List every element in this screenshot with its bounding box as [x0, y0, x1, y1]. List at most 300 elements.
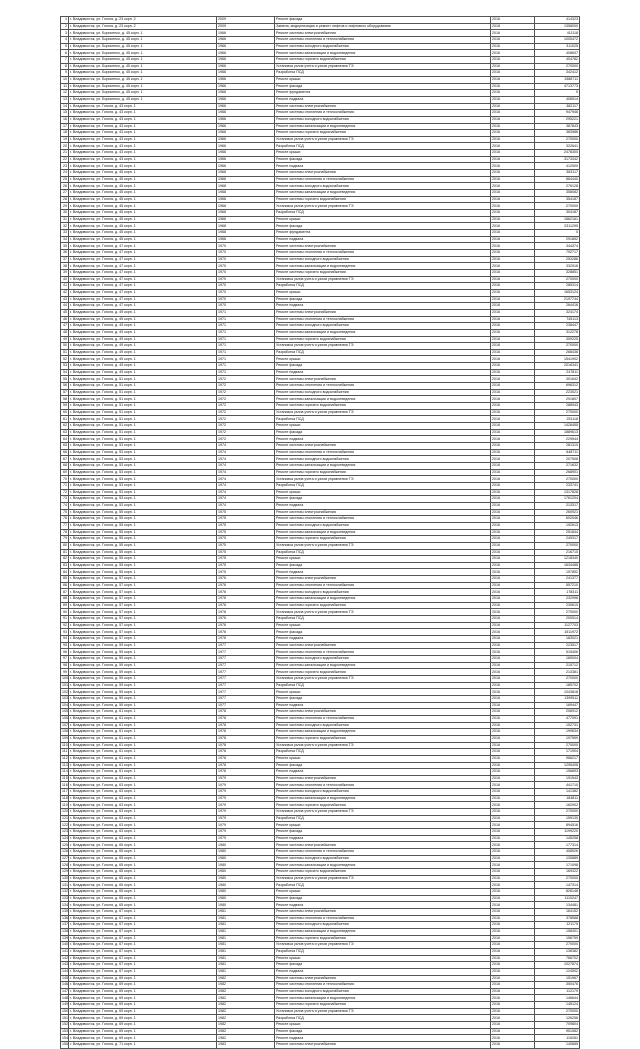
cell-plan-year: 2016 [491, 289, 535, 296]
table-row [61, 96, 580, 103]
cell-work-type: Ремонт системы горячего водоснабжения [275, 602, 491, 609]
cell-address: г. Владивосток, ул. Гоголя, д. 49 корп. 1 [69, 356, 217, 363]
table-row [61, 170, 580, 177]
cell-build-year: 1970 [217, 269, 275, 276]
cell-plan-year: 2016 [491, 296, 535, 303]
table-row [61, 329, 580, 336]
cell-cost: 404782 [535, 56, 580, 63]
cell-build-year: 1975 [217, 536, 275, 543]
cell-work-type: Ремонт фасада [275, 496, 491, 503]
cell-plan-year: 2016 [491, 749, 535, 756]
cell-build-year: 1971 [217, 309, 275, 316]
cell-row-number: 62 [61, 423, 69, 430]
cell-row-number: 37 [61, 256, 69, 263]
cell-build-year: 1982 [217, 1028, 275, 1035]
cell-cost: 151967 [535, 975, 580, 982]
cell-work-type: Ремонт подвала [275, 569, 491, 576]
cell-work-type: Ремонт системы холодного водоснабжения [275, 922, 491, 929]
table-row [61, 809, 580, 816]
cell-row-number: 138 [62, 929, 68, 934]
cell-plan-year: 2016 [491, 1022, 535, 1029]
cell-build-year: 1981 [217, 935, 275, 942]
table-row [61, 190, 580, 197]
cell-address: г. Владивосток, ул. Гоголя, д. 69 корп. 1 [69, 1002, 217, 1009]
cell-address: г. Владивосток, ул. Гоголя, д. 49 корп. 1 [69, 323, 217, 330]
cell-plan-year: 2016 [491, 210, 535, 217]
cell-build-year: 1971 [217, 343, 275, 350]
cell-address: г. Владивосток, ул. Гоголя, д. 67 корп. 1 [69, 915, 217, 922]
cell-cost: 1588711 [535, 76, 580, 83]
cell-build-year: 1978 [217, 735, 275, 742]
cell-plan-year: 2016 [491, 489, 535, 496]
cell-address: г. Владивосток, ул. Гоголя, д. 43 корп. 1 [69, 150, 217, 157]
table-row [61, 869, 580, 876]
cell-work-type: Ремонт фундамента [275, 230, 491, 237]
cell-row-number: 137 [62, 922, 68, 927]
cell-row-number: 72 [61, 489, 69, 496]
cell-work-type: Ремонт системы электроснабжения [275, 509, 491, 516]
cell-row-number: 63 [61, 429, 69, 436]
cell-address: г. Владивосток, ул. Гоголя, д. 43 корп. 1 [69, 116, 217, 123]
cell-work-type: Ремонт крыши [275, 888, 491, 895]
cell-address: г. Владивосток, ул. Гоголя, д. 43 корп. 1 [69, 110, 217, 117]
cell-work-type: Установка узлов учета и узлов управления ТЭ [275, 1008, 491, 1015]
table-row [61, 349, 580, 356]
table-row [61, 376, 580, 383]
cell-cost: 112179 [535, 988, 580, 995]
cell-row-number: 65 [61, 443, 69, 450]
cell-build-year: 1982 [217, 1015, 275, 1022]
cell-plan-year: 2016 [491, 263, 535, 270]
table-row [61, 769, 580, 776]
cell-address: г. Владивосток, ул. Гоголя, д. 49 корп. 1 [69, 336, 217, 343]
cell-work-type: Ремонт системы горячего водоснабжения [275, 56, 491, 63]
cell-cost: 238447 [535, 323, 580, 330]
cell-cost: 285314 [535, 283, 580, 290]
cell-build-year: 1966 [217, 136, 275, 143]
cell-cost: 249317 [535, 536, 580, 543]
cell-work-type: Ремонт системы отопления и теплоснабжения [275, 516, 491, 523]
cell-cost: 270000 [535, 609, 580, 616]
cell-plan-year: 2016 [491, 576, 535, 583]
cell-build-year: 1966 [217, 90, 275, 97]
table-row [61, 17, 580, 24]
cell-build-year: 1975 [217, 542, 275, 549]
cell-row-number: 98 [61, 662, 69, 669]
cell-address: г. Владивосток, ул. Гоголя, д. 59 корп. 1 [69, 675, 217, 682]
cell-plan-year: 2016 [491, 895, 535, 902]
cell-build-year: 1968 [217, 216, 275, 223]
cell-plan-year: 2016 [491, 90, 535, 97]
table-row [61, 303, 580, 310]
cell-address: г. Владивосток, ул. Гоголя, д. 51 корп. 1 [69, 376, 217, 383]
table-row [61, 90, 580, 97]
cell-plan-year: 2016 [491, 835, 535, 842]
cell-build-year: 1974 [217, 496, 275, 503]
cell-cost: 1317828 [535, 489, 580, 496]
cell-address: г. Владивосток, ул. Борисенко, д. 45 корп. 1 [69, 30, 217, 37]
cell-address: г. Владивосток, ул. Гоголя, д. 47 корп. 1 [69, 243, 217, 250]
cell-build-year: 1979 [217, 822, 275, 829]
cell-plan-year: 2016 [491, 96, 535, 103]
cell-address: г. Владивосток, ул. Гоголя, д. 57 корп. 1 [69, 589, 217, 596]
cell-cost: 363117 [535, 170, 580, 177]
cell-cost: 387843 [535, 123, 580, 130]
cell-work-type: Ремонт крыши [275, 755, 491, 762]
cell-row-number: 50 [61, 343, 69, 350]
cell-cost: 270000 [535, 742, 580, 749]
cell-cost: 206912 [535, 709, 580, 716]
cell-plan-year: 2016 [491, 1002, 535, 1009]
cell-address: г. Владивосток, ул. Гоголя, д. 65 корп. 1 [69, 855, 217, 862]
cell-build-year: 1976 [217, 596, 275, 603]
cell-build-year: 1978 [217, 709, 275, 716]
cell-build-year: 1968 [217, 223, 275, 230]
cell-build-year: 1977 [217, 656, 275, 663]
cell-plan-year: 2016 [491, 715, 535, 722]
cell-address: г. Владивосток, ул. Гоголя, д. 69 корп. 1 [69, 1022, 217, 1029]
cell-row-number: 102 [62, 689, 68, 694]
cell-cost: 291807 [535, 396, 580, 403]
cell-plan-year: 2016 [491, 63, 535, 70]
cell-build-year: 1981 [217, 928, 275, 935]
cell-address: г. Владивосток, ул. Гоголя, д. 49 корп. 1 [69, 329, 217, 336]
cell-work-type: Установка узлов учета и узлов управления ТЭ [275, 63, 491, 70]
cell-row-number: 154 [62, 1035, 68, 1040]
cell-work-type: Ремонт системы канализации и водоотведения [275, 928, 491, 935]
cell-row-number: 33 [61, 230, 69, 237]
cell-work-type: Ремонт подвала [275, 702, 491, 709]
cell-cost: 304187 [535, 210, 580, 217]
cell-address: г. Владивосток, ул. Борисенко, д. 45 корп. 1 [69, 50, 217, 57]
cell-plan-year: 2016 [491, 729, 535, 736]
table-row [61, 829, 580, 836]
table-row [61, 529, 580, 536]
cell-address: г. Владивосток, ул. Гоголя, д. 67 корп. 1 [69, 942, 217, 949]
cell-cost: 3173342 [535, 156, 580, 163]
table-row [61, 922, 580, 929]
cell-cost: 648711 [535, 449, 580, 456]
cell-work-type: Ремонт системы электроснабжения [275, 309, 491, 316]
cell-work-type: Ремонт фасада [275, 562, 491, 569]
table-row [61, 163, 580, 170]
cell-work-type: Ремонт системы канализации и водоотведения [275, 662, 491, 669]
cell-build-year: 1976 [217, 589, 275, 596]
table-row [61, 449, 580, 456]
cell-work-type: Ремонт подвала [275, 163, 491, 170]
cell-work-type: Ремонт системы холодного водоснабжения [275, 988, 491, 995]
cell-address: г. Владивосток, ул. Гоголя, д. 57 корп. 1 [69, 636, 217, 643]
cell-build-year: 1968 [217, 176, 275, 183]
table-row [61, 130, 580, 137]
table-row [61, 1002, 580, 1009]
table-row [61, 76, 580, 83]
cell-build-year: 1970 [217, 263, 275, 270]
cell-cost: 947946 [535, 110, 580, 117]
cell-address: г. Владивосток, ул. Гоголя, д. 23 корп. 2 [69, 17, 217, 24]
cell-cost: 1110247 [535, 895, 580, 902]
table-row [61, 502, 580, 509]
cell-row-number: 38 [61, 263, 69, 270]
cell-work-type: Ремонт системы отопления и теплоснабжения [275, 915, 491, 922]
cell-work-type: Разработка ПСД [275, 416, 491, 423]
cell-address: г. Владивосток, ул. Борисенко, д. 45 корп. 1 [69, 63, 217, 70]
cell-plan-year: 2016 [491, 742, 535, 749]
cell-plan-year: 2016 [491, 130, 535, 137]
cell-build-year: 2009 [217, 17, 275, 24]
cell-build-year: 1980 [217, 875, 275, 882]
cell-work-type: Разработка ПСД [275, 283, 491, 290]
cell-plan-year: 2016 [491, 509, 535, 516]
cell-build-year: 1980 [217, 888, 275, 895]
cell-cost: 156759 [535, 935, 580, 942]
cell-plan-year: 2016 [491, 396, 535, 403]
cell-row-number: 109 [62, 736, 68, 741]
cell-work-type: Ремонт системы холодного водоснабжения [275, 789, 491, 796]
table-row [61, 196, 580, 203]
cell-work-type: Ремонт фасада [275, 762, 491, 769]
table-row [61, 150, 580, 157]
cell-row-number: 5 [61, 43, 69, 50]
cell-build-year: 1966 [217, 156, 275, 163]
cell-row-number: 103 [62, 696, 68, 701]
cell-row-number: 23 [61, 163, 69, 170]
cell-row-number: 46 [61, 316, 69, 323]
cell-plan-year: 2016 [491, 536, 535, 543]
cell-cost: 1199220 [535, 829, 580, 836]
table-row [61, 642, 580, 649]
cell-build-year: 1978 [217, 722, 275, 729]
cell-row-number: 41 [61, 283, 69, 290]
cell-row-number: 39 [61, 269, 69, 276]
cell-plan-year: 2016 [491, 236, 535, 243]
cell-row-number: 114 [62, 769, 68, 774]
cell-address: г. Владивосток, ул. Гоголя, д. 51 корп. 1 [69, 423, 217, 430]
cell-plan-year: 2016 [491, 429, 535, 436]
cell-work-type: Ремонт системы холодного водоснабжения [275, 855, 491, 862]
cell-build-year: 1971 [217, 316, 275, 323]
cell-cost: 199634 [535, 729, 580, 736]
cell-work-type: Ремонт фасада [275, 156, 491, 163]
table-body [61, 17, 580, 1049]
cell-build-year: 1981 [217, 968, 275, 975]
table-row [61, 782, 580, 789]
table-row [61, 849, 580, 856]
table-row [61, 296, 580, 303]
cell-build-year: 1979 [217, 789, 275, 796]
cell-row-number: 108 [62, 729, 68, 734]
cell-row-number: 13 [61, 96, 69, 103]
cell-work-type: Ремонт системы электроснабжения [275, 103, 491, 110]
cell-work-type: Ремонт крыши [275, 489, 491, 496]
cell-row-number: 124 [62, 835, 68, 840]
cell-row-number: 112 [62, 756, 68, 761]
cell-plan-year: 2016 [491, 50, 535, 57]
cell-address: г. Владивосток, ул. Гоголя, д. 51 корп. 1 [69, 396, 217, 403]
cell-cost: 270000 [535, 136, 580, 143]
cell-plan-year: 2016 [491, 549, 535, 556]
cell-address: г. Владивосток, ул. Гоголя, д. 65 корп. 1 [69, 902, 217, 909]
cell-cost: 165004 [535, 656, 580, 663]
cell-work-type: Ремонт системы холодного водоснабжения [275, 589, 491, 596]
cell-address: г. Владивосток, ул. Борисенко, д. 45 корп. 1 [69, 43, 217, 50]
cell-work-type: Ремонт системы электроснабжения [275, 576, 491, 583]
cell-address: г. Владивосток, ул. Гоголя, д. 45 корп. 1 [69, 223, 217, 230]
cell-plan-year: 2016 [491, 1015, 535, 1022]
cell-build-year: 1976 [217, 576, 275, 583]
cell-row-number: 52 [61, 356, 69, 363]
cell-build-year: 1974 [217, 489, 275, 496]
cell-plan-year: 2016 [491, 529, 535, 536]
cell-plan-year: 2016 [491, 156, 535, 163]
cell-plan-year: 2016 [491, 143, 535, 150]
cell-work-type: Установка узлов учета и узлов управления ТЭ [275, 542, 491, 549]
cell-address: г. Владивосток, ул. Гоголя, д. 57 корп. 1 [69, 596, 217, 603]
cell-row-number: 145 [62, 975, 68, 980]
cell-work-type: Ремонт фасада [275, 296, 491, 303]
cell-build-year: 1979 [217, 829, 275, 836]
cell-work-type: Ремонт фасада [275, 1028, 491, 1035]
cell-address: г. Владивосток, ул. Гоголя, д. 45 корп. 1 [69, 230, 217, 237]
cell-work-type: Ремонт системы электроснабжения [275, 30, 491, 37]
cell-build-year: 1975 [217, 556, 275, 563]
cell-build-year: 1968 [217, 203, 275, 210]
cell-work-type: Ремонт подвала [275, 769, 491, 776]
cell-address: г. Владивосток, ул. Гоголя, д. 53 корп. 1 [69, 496, 217, 503]
table-row [61, 1008, 580, 1015]
cell-plan-year: 2016 [491, 596, 535, 603]
cell-build-year: 1966 [217, 43, 275, 50]
cell-build-year: 1968 [217, 196, 275, 203]
cell-row-number: 76 [61, 516, 69, 523]
cell-address: г. Владивосток, ул. Гоголя, д. 45 корп. 1 [69, 176, 217, 183]
table-row [61, 589, 580, 596]
cell-cost: 382117 [535, 103, 580, 110]
cell-cost: 270000 [535, 675, 580, 682]
cell-build-year: 1966 [217, 110, 275, 117]
cell-row-number: 27 [61, 190, 69, 197]
cell-address: г. Владивосток, ул. Гоголя, д. 67 корп. 1 [69, 928, 217, 935]
cell-build-year: 1972 [217, 423, 275, 430]
cell-address: г. Владивосток, ул. Гоголя, д. 43 корп. 1 [69, 130, 217, 137]
cell-build-year: 1982 [217, 1022, 275, 1029]
cell-build-year: 1977 [217, 642, 275, 649]
table-row [61, 995, 580, 1002]
table-row [61, 83, 580, 90]
cell-build-year: 1972 [217, 383, 275, 390]
cell-work-type: Ремонт системы горячего водоснабжения [275, 1002, 491, 1009]
table-row [61, 156, 580, 163]
cell-row-number: 1 [61, 17, 69, 24]
cell-row-number: 143 [62, 962, 68, 967]
cell-work-type: Ремонт системы горячего водоснабжения [275, 469, 491, 476]
capital-repair-table [60, 16, 580, 1049]
table-row [61, 269, 580, 276]
cell-plan-year: 2016 [491, 542, 535, 549]
cell-address: г. Владивосток, ул. Гоголя, д. 43 корп. 1 [69, 163, 217, 170]
cell-address: г. Владивосток, ул. Гоголя, д. 65 корп. 1 [69, 882, 217, 889]
cell-work-type: Ремонт фасада [275, 223, 491, 230]
table-row [61, 982, 580, 989]
cell-address: г. Владивосток, ул. Гоголя, д. 47 корп. 1 [69, 289, 217, 296]
cell-plan-year: 2016 [491, 735, 535, 742]
cell-row-number: 7 [61, 56, 69, 63]
cell-address: г. Владивосток, ул. Гоголя, д. 51 корп. 1 [69, 409, 217, 416]
cell-plan-year: 2016 [491, 802, 535, 809]
cell-plan-year: 2016 [491, 775, 535, 782]
cell-build-year: 1974 [217, 502, 275, 509]
table-row [61, 928, 580, 935]
cell-work-type: Ремонт системы канализации и водоотведения [275, 729, 491, 736]
cell-row-number: 15 [61, 110, 69, 117]
cell-cost: 270000 [535, 63, 580, 70]
cell-build-year: 1972 [217, 436, 275, 443]
cell-plan-year: 2016 [491, 516, 535, 523]
table-row [61, 116, 580, 123]
cell-cost: 223517 [535, 642, 580, 649]
cell-plan-year: 2016 [491, 469, 535, 476]
cell-build-year: 1970 [217, 283, 275, 290]
cell-plan-year: 2016 [491, 815, 535, 822]
cell-row-number: 11 [61, 83, 69, 90]
cell-row-number: 75 [61, 509, 69, 516]
table-row [61, 942, 580, 949]
cell-plan-year: 2016 [491, 649, 535, 656]
cell-plan-year: 2016 [491, 962, 535, 969]
cell-row-number: 78 [61, 529, 69, 536]
cell-work-type: Ремонт подвала [275, 436, 491, 443]
cell-cost: 383986 [535, 130, 580, 137]
cell-work-type: Ремонт крыши [275, 289, 491, 296]
table-row [61, 469, 580, 476]
cell-plan-year: 2016 [491, 482, 535, 489]
cell-cost: 411118 [535, 30, 580, 37]
cell-build-year: 1979 [217, 815, 275, 822]
cell-work-type: Установка узлов учета и узлов управления ТЭ [275, 609, 491, 616]
cell-address: г. Владивосток, ул. Борисенко, д. 45 корп. 1 [69, 56, 217, 63]
cell-work-type: Ремонт системы холодного водоснабжения [275, 183, 491, 190]
cell-work-type: Установка узлов учета и узлов управления ТЭ [275, 136, 491, 143]
cell-cost: 264416 [535, 303, 580, 310]
cell-build-year: 1975 [217, 522, 275, 529]
cell-work-type: Ремонт системы отопления и теплоснабжения [275, 782, 491, 789]
cell-address: г. Владивосток, ул. Гоголя, д. 49 корп. 1 [69, 369, 217, 376]
cell-build-year: 1978 [217, 755, 275, 762]
cell-address: г. Владивосток, ул. Гоголя, д. 69 корп. 1 [69, 1028, 217, 1035]
cell-build-year: 1980 [217, 869, 275, 876]
cell-plan-year: 2016 [491, 103, 535, 110]
cell-row-number: 81 [61, 549, 69, 556]
cell-work-type: Ремонт системы горячего водоснабжения [275, 536, 491, 543]
cell-build-year: 1977 [217, 695, 275, 702]
cell-plan-year: 2016 [491, 116, 535, 123]
cell-plan-year: 2016 [491, 423, 535, 430]
cell-cost: 171098 [535, 862, 580, 869]
cell-build-year: 1966 [217, 130, 275, 137]
cell-address: г. Владивосток, ул. Гоголя, д. 67 корп. 1 [69, 962, 217, 969]
cell-work-type: Разработка ПСД [275, 882, 491, 889]
cell-row-number: 96 [61, 649, 69, 656]
table-row [61, 602, 580, 609]
table-row [61, 855, 580, 862]
cell-work-type: Ремонт крыши [275, 622, 491, 629]
cell-row-number: 74 [61, 502, 69, 509]
table-row [61, 536, 580, 543]
cell-cost: 4713773 [535, 83, 580, 90]
table-row [61, 309, 580, 316]
cell-cost: 288943 [535, 403, 580, 410]
cell-build-year: 1974 [217, 443, 275, 450]
